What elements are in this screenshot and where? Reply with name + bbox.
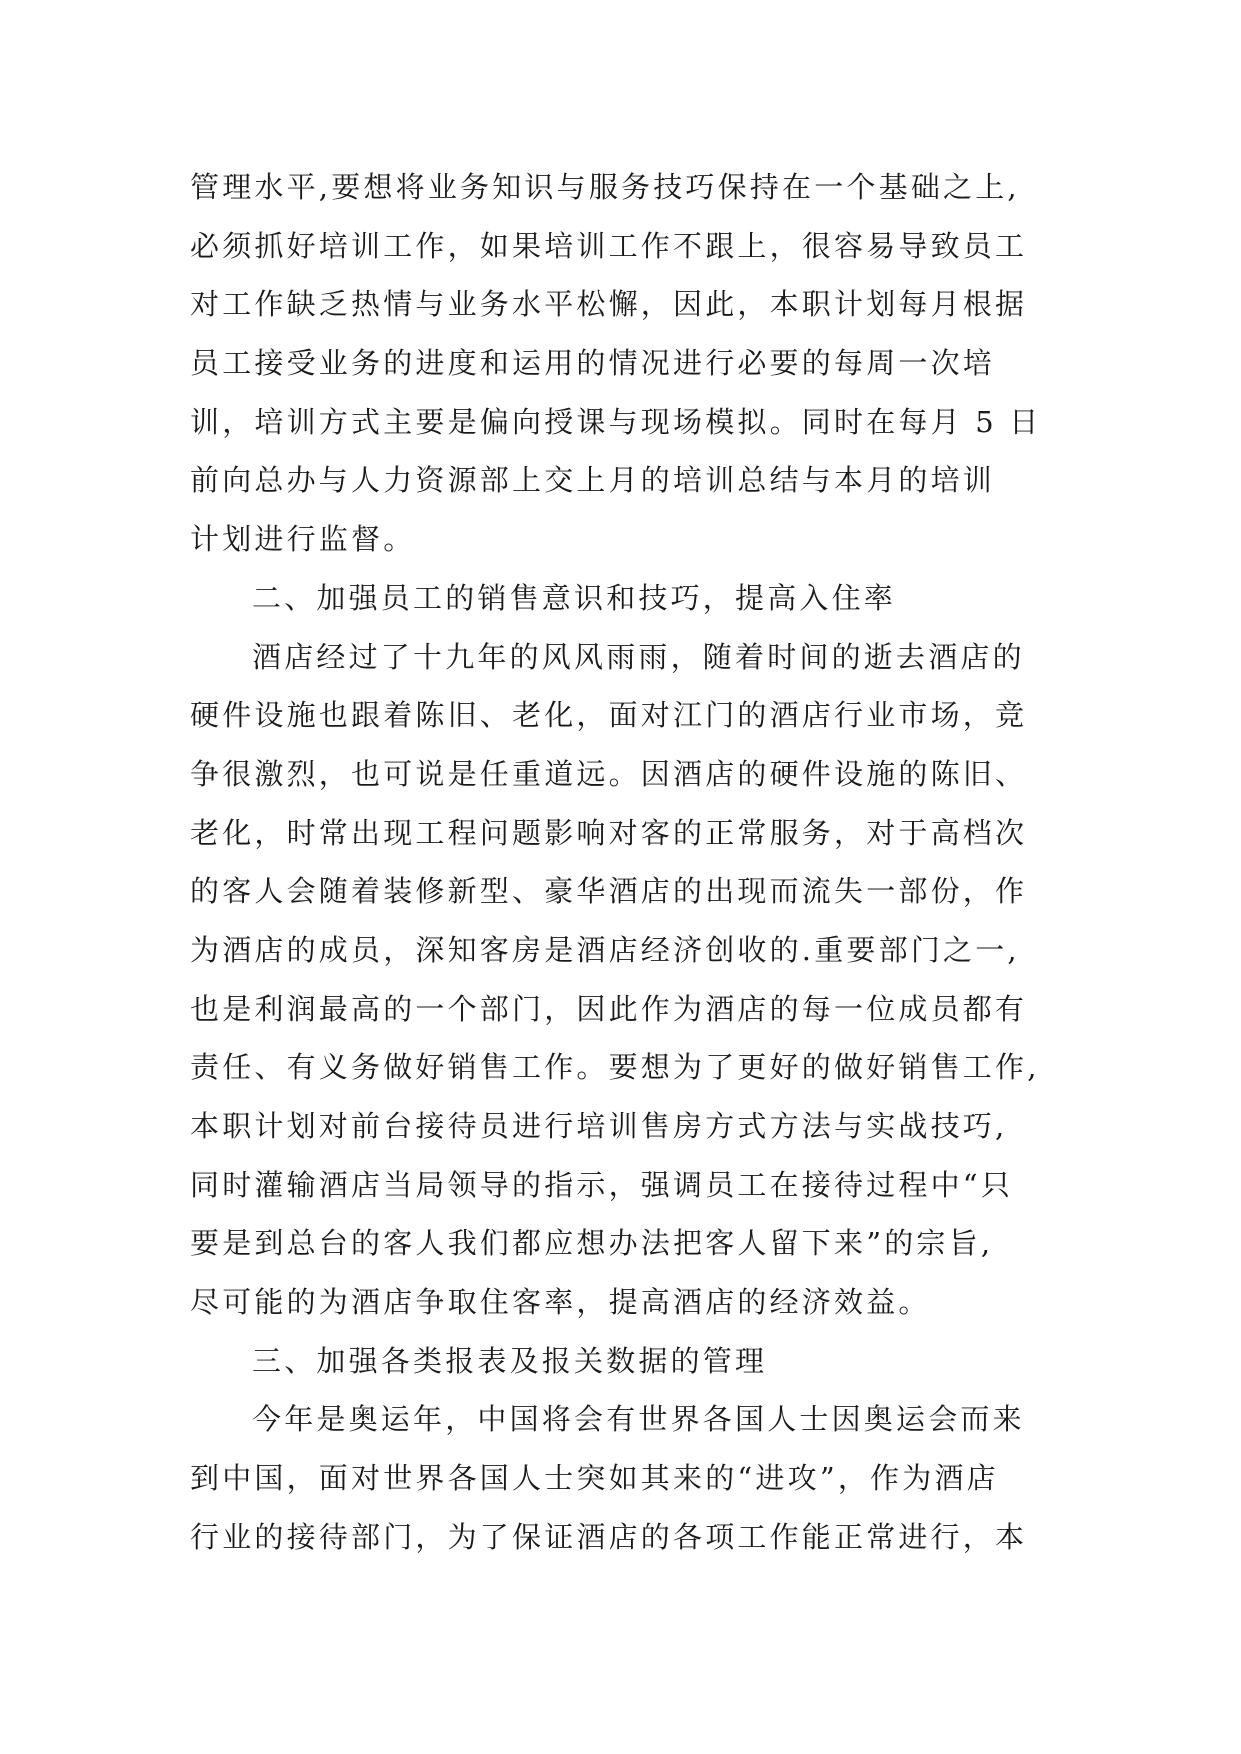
text-line: 责任、有义务做好销售工作。要想为了更好的做好销售工作, [190,1050,1040,1085]
text-line: 行业的接待部门，为了保证酒店的各项工作能正常进行，本 [190,1519,1028,1554]
text-line: 本职计划对前台接待员进行培训售房方式方法与实战技巧, [190,1109,1008,1143]
body-text [190,158,1070,1567]
text-line: 对工作缺乏热情与业务水平松懈，因此，本职计划每月根据 [190,287,1028,322]
text-line: 到中国，面对世界各国人士突如其来的“进攻”，作为酒店 [190,1461,999,1496]
text-line: 二、加强员工的销售意识和技巧，提高入住率 [252,580,897,615]
text-line: 为酒店的成员，深知客房是酒店经济创收的.重要部门之一, [190,932,1020,967]
text-line: 前向总办与人力资源部上交上月的培训总结与本月的培训 [190,463,996,498]
text-line: 尽可能的为酒店争取住客率，提高酒店的经济效益。 [190,1285,931,1320]
text-line: 计划进行监督。 [190,522,416,557]
text-line: 管理水平,要想将业务知识与服务技巧保持在一个基础之上, [190,170,1020,204]
text-line: 今年是奥运年，中国将会有世界各国人士因奥运会而来 [252,1402,1025,1437]
text-line: 也是利润最高的一个部门，因此作为酒店的每一位成员都有 [190,991,1028,1026]
text-line: 员工接受业务的进度和运用的情况进行必要的每周一次培 [190,346,996,381]
text-line: 酒店经过了十九年的风风雨雨，随着时间的逝去酒店的 [252,639,1025,674]
text-line: 争很激烈，也可说是任重道远。因酒店的硬件设施的陈旧、 [190,756,1028,791]
text-line: 同时灌输酒店当局领导的指示，强调员工在接待过程中“只 [190,1167,1014,1202]
text-line: 三、加强各类报表及报关数据的管理 [252,1343,768,1378]
text-line: 老化，时常出现工程问题影响对客的正常服务，对于高档次 [190,815,1028,850]
text-line: 的客人会随着装修新型、豪华酒店的出现而流失一部份，作 [190,874,1028,909]
text-line: 硬件设施也跟着陈旧、老化，面对江门的酒店行业市场，竞 [190,698,1028,733]
text-line: 要是到总台的客人我们都应想办法把客人留下来”的宗旨, [190,1226,994,1261]
text-line: 必须抓好培训工作，如果培训工作不跟上，很容易导致员工 [190,228,1028,263]
text-line: 训，培训方式主要是偏向授课与现场模拟。同时在每月 5 日 [190,404,1042,439]
